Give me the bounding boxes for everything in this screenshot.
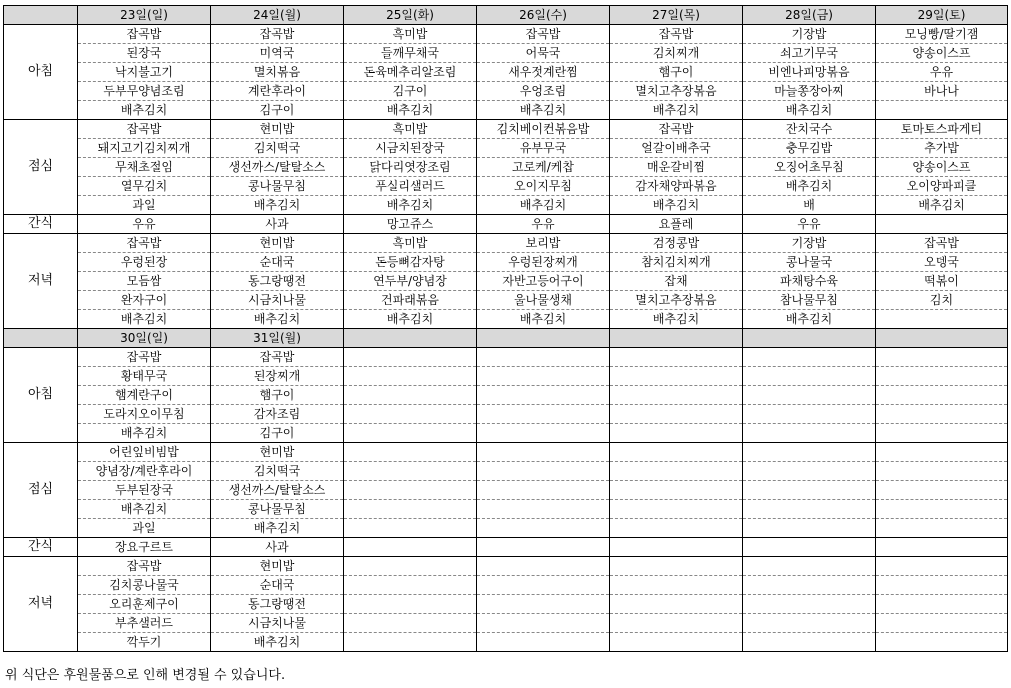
menu-cell — [743, 595, 876, 614]
menu-cell — [477, 576, 610, 595]
menu-cell: 사과 — [211, 215, 344, 234]
menu-row — [4, 367, 1008, 386]
menu-cell — [743, 405, 876, 424]
menu-cell — [477, 614, 610, 633]
menu-row — [4, 25, 1008, 44]
menu-row — [4, 348, 1008, 367]
menu-cell: 현미밥 — [211, 234, 344, 253]
menu-cell: 파채탕수육 — [743, 272, 876, 291]
menu-cell: 요플레 — [610, 215, 743, 234]
menu-cell: 자반고등어구이 — [477, 272, 610, 291]
day-header: 25일(화) — [344, 6, 477, 25]
meal-label: 아침 — [4, 25, 78, 120]
menu-cell: 오이양파피클 — [876, 177, 1008, 196]
menu-row — [4, 424, 1008, 443]
menu-cell: 무채초절임 — [78, 158, 211, 177]
menu-cell — [610, 519, 743, 538]
menu-cell: 배추김치 — [78, 310, 211, 329]
menu-row — [4, 234, 1008, 253]
menu-cell: 열무김치 — [78, 177, 211, 196]
footnote: 위 식단은 후원물품으로 인해 변경될 수 있습니다. — [5, 668, 286, 683]
menu-cell: 망고쥬스 — [344, 215, 477, 234]
menu-cell: 참치김치찌개 — [610, 253, 743, 272]
menu-cell — [477, 481, 610, 500]
menu-cell: 배추김치 — [477, 101, 610, 120]
menu-cell — [344, 481, 477, 500]
menu-cell — [876, 576, 1008, 595]
meal-label: 저녁 — [4, 234, 78, 329]
menu-cell: 콩나물무침 — [211, 177, 344, 196]
menu-cell: 김구이 — [344, 82, 477, 101]
menu-cell: 추가밥 — [876, 139, 1008, 158]
menu-cell: 기장밥 — [743, 234, 876, 253]
menu-cell — [743, 462, 876, 481]
menu-cell: 배추김치 — [477, 196, 610, 215]
menu-cell — [743, 500, 876, 519]
menu-row — [4, 519, 1008, 538]
menu-cell: 닭다리엿장조림 — [344, 158, 477, 177]
menu-cell: 모닝빵/딸기잼 — [876, 25, 1008, 44]
menu-cell: 어묵국 — [477, 44, 610, 63]
menu-cell: 김치떡국 — [211, 462, 344, 481]
menu-cell: 보리밥 — [477, 234, 610, 253]
day-header — [876, 329, 1008, 348]
menu-cell — [610, 557, 743, 576]
menu-cell: 김치찌개 — [610, 44, 743, 63]
menu-cell: 배 — [743, 196, 876, 215]
menu-cell: 배추김치 — [610, 196, 743, 215]
menu-cell: 장요구르트 — [78, 538, 211, 557]
menu-row — [4, 139, 1008, 158]
menu-cell: 바나나 — [876, 82, 1008, 101]
menu-cell: 배추김치 — [610, 101, 743, 120]
menu-cell: 미역국 — [211, 44, 344, 63]
menu-cell: 잡곡밥 — [78, 557, 211, 576]
menu-cell — [876, 367, 1008, 386]
menu-row — [4, 101, 1008, 120]
menu-cell: 우렁된장찌개 — [477, 253, 610, 272]
menu-cell: 멸치볶음 — [211, 63, 344, 82]
menu-cell — [876, 633, 1008, 652]
menu-row — [4, 576, 1008, 595]
menu-cell: 양송이스프 — [876, 158, 1008, 177]
menu-cell — [743, 538, 876, 557]
menu-row — [4, 120, 1008, 139]
menu-cell — [743, 614, 876, 633]
day-header — [344, 329, 477, 348]
menu-cell: 잡곡밥 — [211, 25, 344, 44]
meal-label: 간식 — [4, 215, 78, 234]
menu-cell: 토마토스파게티 — [876, 120, 1008, 139]
menu-cell — [743, 519, 876, 538]
menu-cell: 건파래볶음 — [344, 291, 477, 310]
menu-cell: 배추김치 — [211, 310, 344, 329]
menu-cell — [477, 519, 610, 538]
meal-label: 저녁 — [4, 557, 78, 652]
menu-cell: 오리훈제구이 — [78, 595, 211, 614]
day-header — [610, 329, 743, 348]
menu-cell — [743, 443, 876, 462]
menu-row — [4, 462, 1008, 481]
menu-cell: 우유 — [78, 215, 211, 234]
menu-cell: 멸치고추장볶음 — [610, 291, 743, 310]
menu-cell: 검정콩밥 — [610, 234, 743, 253]
menu-cell: 쇠고기무국 — [743, 44, 876, 63]
menu-cell — [876, 348, 1008, 367]
menu-cell: 잡곡밥 — [610, 120, 743, 139]
menu-cell — [344, 595, 477, 614]
menu-cell: 된장국 — [78, 44, 211, 63]
menu-cell: 흑미밥 — [344, 234, 477, 253]
menu-cell — [610, 633, 743, 652]
menu-cell — [610, 614, 743, 633]
menu-cell — [876, 538, 1008, 557]
menu-cell — [610, 481, 743, 500]
menu-cell: 햄계란구이 — [78, 386, 211, 405]
menu-cell: 시금치나물 — [211, 614, 344, 633]
menu-cell: 돼지고기김치찌개 — [78, 139, 211, 158]
day-header: 26일(수) — [477, 6, 610, 25]
menu-cell: 배추김치 — [344, 310, 477, 329]
menu-cell: 울나물생채 — [477, 291, 610, 310]
menu-cell — [477, 462, 610, 481]
menu-cell: 떡볶이 — [876, 272, 1008, 291]
menu-cell: 동그랑땡전 — [211, 272, 344, 291]
menu-cell: 우유 — [876, 63, 1008, 82]
menu-cell: 흑미밥 — [344, 120, 477, 139]
menu-cell: 순대국 — [211, 576, 344, 595]
menu-row — [4, 595, 1008, 614]
menu-cell — [610, 424, 743, 443]
menu-cell: 배추김치 — [78, 101, 211, 120]
meal-label: 점심 — [4, 120, 78, 215]
menu-cell — [477, 500, 610, 519]
menu-cell: 우유 — [743, 215, 876, 234]
menu-cell: 과일 — [78, 519, 211, 538]
menu-row — [4, 500, 1008, 519]
menu-cell: 잡곡밥 — [211, 348, 344, 367]
menu-cell — [876, 595, 1008, 614]
menu-cell — [477, 424, 610, 443]
menu-cell — [477, 405, 610, 424]
menu-cell — [477, 348, 610, 367]
menu-cell: 생선까스/탈탈소스 — [211, 481, 344, 500]
menu-cell — [743, 367, 876, 386]
day-header-row — [4, 329, 1008, 348]
menu-cell — [876, 101, 1008, 120]
menu-cell — [344, 405, 477, 424]
menu-cell: 잡곡밥 — [78, 25, 211, 44]
menu-row — [4, 614, 1008, 633]
menu-cell — [344, 614, 477, 633]
menu-cell: 돈등뼈감자탕 — [344, 253, 477, 272]
menu-row — [4, 44, 1008, 63]
menu-cell: 충무김밥 — [743, 139, 876, 158]
menu-cell: 생선까스/탈탈소스 — [211, 158, 344, 177]
menu-cell: 김치베이컨볶음밥 — [477, 120, 610, 139]
menu-cell — [344, 519, 477, 538]
menu-cell — [610, 367, 743, 386]
menu-cell: 양송이스프 — [876, 44, 1008, 63]
menu-cell — [610, 538, 743, 557]
menu-row — [4, 82, 1008, 101]
day-header — [477, 329, 610, 348]
menu-cell: 배추김치 — [610, 310, 743, 329]
menu-row — [4, 63, 1008, 82]
menu-cell: 시금치나물 — [211, 291, 344, 310]
meal-label: 점심 — [4, 443, 78, 538]
menu-cell: 비엔나피망볶음 — [743, 63, 876, 82]
menu-cell — [876, 386, 1008, 405]
menu-cell: 사과 — [211, 538, 344, 557]
menu-cell: 돈육메추리알조림 — [344, 63, 477, 82]
menu-cell: 순대국 — [211, 253, 344, 272]
menu-cell: 잡곡밥 — [876, 234, 1008, 253]
menu-cell — [876, 310, 1008, 329]
menu-cell: 도라지오이무침 — [78, 405, 211, 424]
menu-cell: 감자채양파볶음 — [610, 177, 743, 196]
menu-cell — [743, 386, 876, 405]
menu-cell: 김치콩나물국 — [78, 576, 211, 595]
menu-cell: 잡곡밥 — [78, 234, 211, 253]
menu-cell — [743, 481, 876, 500]
menu-cell: 매운갈비찜 — [610, 158, 743, 177]
menu-cell: 멸치고추장볶음 — [610, 82, 743, 101]
menu-cell — [876, 614, 1008, 633]
menu-row — [4, 253, 1008, 272]
menu-cell — [477, 443, 610, 462]
menu-cell: 햄구이 — [211, 386, 344, 405]
menu-cell — [743, 348, 876, 367]
menu-cell: 배추김치 — [211, 519, 344, 538]
menu-cell: 흑미밥 — [344, 25, 477, 44]
menu-row — [4, 633, 1008, 652]
menu-cell — [344, 500, 477, 519]
menu-cell — [344, 557, 477, 576]
menu-row — [4, 291, 1008, 310]
menu-cell — [477, 367, 610, 386]
menu-cell: 콩나물무침 — [211, 500, 344, 519]
menu-cell — [610, 576, 743, 595]
day-header: 24일(월) — [211, 6, 344, 25]
menu-cell: 오이지무침 — [477, 177, 610, 196]
menu-cell — [477, 557, 610, 576]
menu-cell: 김치 — [876, 291, 1008, 310]
meal-plan-table — [3, 5, 1008, 652]
header-corner-cell — [4, 329, 78, 348]
menu-row — [4, 386, 1008, 405]
day-header: 27일(목) — [610, 6, 743, 25]
menu-cell: 우유 — [477, 215, 610, 234]
menu-cell: 동그랑땡전 — [211, 595, 344, 614]
menu-cell: 얼갈이배추국 — [610, 139, 743, 158]
menu-cell: 계란후라이 — [211, 82, 344, 101]
menu-row — [4, 405, 1008, 424]
menu-cell: 배추김치 — [78, 424, 211, 443]
menu-cell: 현미밥 — [211, 443, 344, 462]
menu-cell: 우엉조림 — [477, 82, 610, 101]
day-header: 28일(금) — [743, 6, 876, 25]
menu-cell — [743, 576, 876, 595]
menu-cell: 모듬쌈 — [78, 272, 211, 291]
day-header-row — [4, 6, 1008, 25]
menu-cell — [344, 443, 477, 462]
menu-cell — [477, 595, 610, 614]
menu-cell: 배추김치 — [876, 196, 1008, 215]
menu-cell: 기장밥 — [743, 25, 876, 44]
menu-cell: 새우젓계란찜 — [477, 63, 610, 82]
menu-cell — [876, 405, 1008, 424]
day-header: 29일(토) — [876, 6, 1008, 25]
menu-cell: 잔치국수 — [743, 120, 876, 139]
menu-cell: 잡곡밥 — [477, 25, 610, 44]
menu-cell — [876, 424, 1008, 443]
menu-cell: 참나물무침 — [743, 291, 876, 310]
menu-cell: 깍두기 — [78, 633, 211, 652]
menu-cell: 잡채 — [610, 272, 743, 291]
menu-row — [4, 557, 1008, 576]
header-corner-cell — [4, 6, 78, 25]
menu-cell — [477, 386, 610, 405]
menu-cell: 황태무국 — [78, 367, 211, 386]
menu-cell: 김치떡국 — [211, 139, 344, 158]
menu-cell: 배추김치 — [477, 310, 610, 329]
menu-cell — [610, 405, 743, 424]
meal-label: 간식 — [4, 538, 78, 557]
menu-cell: 양념장/계란후라이 — [78, 462, 211, 481]
menu-cell — [876, 500, 1008, 519]
menu-cell — [344, 367, 477, 386]
menu-cell — [610, 595, 743, 614]
meal-label: 아침 — [4, 348, 78, 443]
menu-cell: 고로케/케찹 — [477, 158, 610, 177]
menu-cell: 잡곡밥 — [610, 25, 743, 44]
menu-cell: 잡곡밥 — [78, 348, 211, 367]
menu-cell — [876, 557, 1008, 576]
menu-cell: 햄구이 — [610, 63, 743, 82]
menu-cell: 유부무국 — [477, 139, 610, 158]
menu-cell: 들깨무채국 — [344, 44, 477, 63]
menu-cell: 연두부/양념장 — [344, 272, 477, 291]
menu-cell — [610, 386, 743, 405]
menu-cell: 배추김치 — [211, 196, 344, 215]
menu-cell: 두부된장국 — [78, 481, 211, 500]
menu-cell: 현미밥 — [211, 557, 344, 576]
menu-cell: 배추김치 — [344, 101, 477, 120]
menu-cell: 배추김치 — [344, 196, 477, 215]
menu-row — [4, 158, 1008, 177]
menu-cell — [477, 633, 610, 652]
menu-cell: 완자구이 — [78, 291, 211, 310]
menu-cell: 우렁된장 — [78, 253, 211, 272]
menu-cell: 마늘쫑장아찌 — [743, 82, 876, 101]
menu-cell — [477, 538, 610, 557]
menu-cell — [876, 215, 1008, 234]
menu-cell — [344, 538, 477, 557]
day-header: 30일(일) — [78, 329, 211, 348]
menu-cell — [743, 633, 876, 652]
menu-row — [4, 196, 1008, 215]
menu-cell — [610, 348, 743, 367]
menu-row — [4, 310, 1008, 329]
menu-cell — [876, 462, 1008, 481]
menu-cell: 콩나물국 — [743, 253, 876, 272]
menu-cell: 현미밥 — [211, 120, 344, 139]
menu-cell: 오징어초무침 — [743, 158, 876, 177]
menu-cell: 어린잎비빔밥 — [78, 443, 211, 462]
menu-cell: 김구이 — [211, 101, 344, 120]
menu-cell: 오뎅국 — [876, 253, 1008, 272]
menu-cell: 배추김치 — [211, 633, 344, 652]
menu-cell: 배추김치 — [743, 177, 876, 196]
meal-plan-sheet — [3, 5, 1008, 652]
day-header: 23일(일) — [78, 6, 211, 25]
menu-row — [4, 481, 1008, 500]
menu-cell: 과일 — [78, 196, 211, 215]
menu-cell: 잡곡밥 — [78, 120, 211, 139]
menu-cell: 배추김치 — [78, 500, 211, 519]
menu-cell — [610, 500, 743, 519]
menu-cell: 배추김치 — [743, 310, 876, 329]
menu-cell — [344, 633, 477, 652]
menu-cell: 시금치된장국 — [344, 139, 477, 158]
menu-cell: 배추김치 — [743, 101, 876, 120]
menu-cell — [876, 443, 1008, 462]
menu-cell: 부추샐러드 — [78, 614, 211, 633]
menu-cell — [876, 481, 1008, 500]
menu-cell: 푸실리샐러드 — [344, 177, 477, 196]
menu-cell: 김구이 — [211, 424, 344, 443]
menu-cell: 두부무양념조림 — [78, 82, 211, 101]
menu-cell — [344, 576, 477, 595]
day-header — [743, 329, 876, 348]
menu-row — [4, 215, 1008, 234]
menu-row — [4, 177, 1008, 196]
menu-row — [4, 538, 1008, 557]
menu-cell — [344, 462, 477, 481]
day-header: 31일(월) — [211, 329, 344, 348]
menu-cell — [610, 462, 743, 481]
menu-cell — [344, 424, 477, 443]
menu-cell — [610, 443, 743, 462]
menu-cell — [344, 348, 477, 367]
menu-cell — [743, 557, 876, 576]
menu-row — [4, 272, 1008, 291]
menu-row — [4, 443, 1008, 462]
menu-cell — [344, 386, 477, 405]
menu-cell — [876, 519, 1008, 538]
menu-cell — [743, 424, 876, 443]
menu-cell: 낙지불고기 — [78, 63, 211, 82]
menu-cell: 된장찌개 — [211, 367, 344, 386]
menu-cell: 감자조림 — [211, 405, 344, 424]
